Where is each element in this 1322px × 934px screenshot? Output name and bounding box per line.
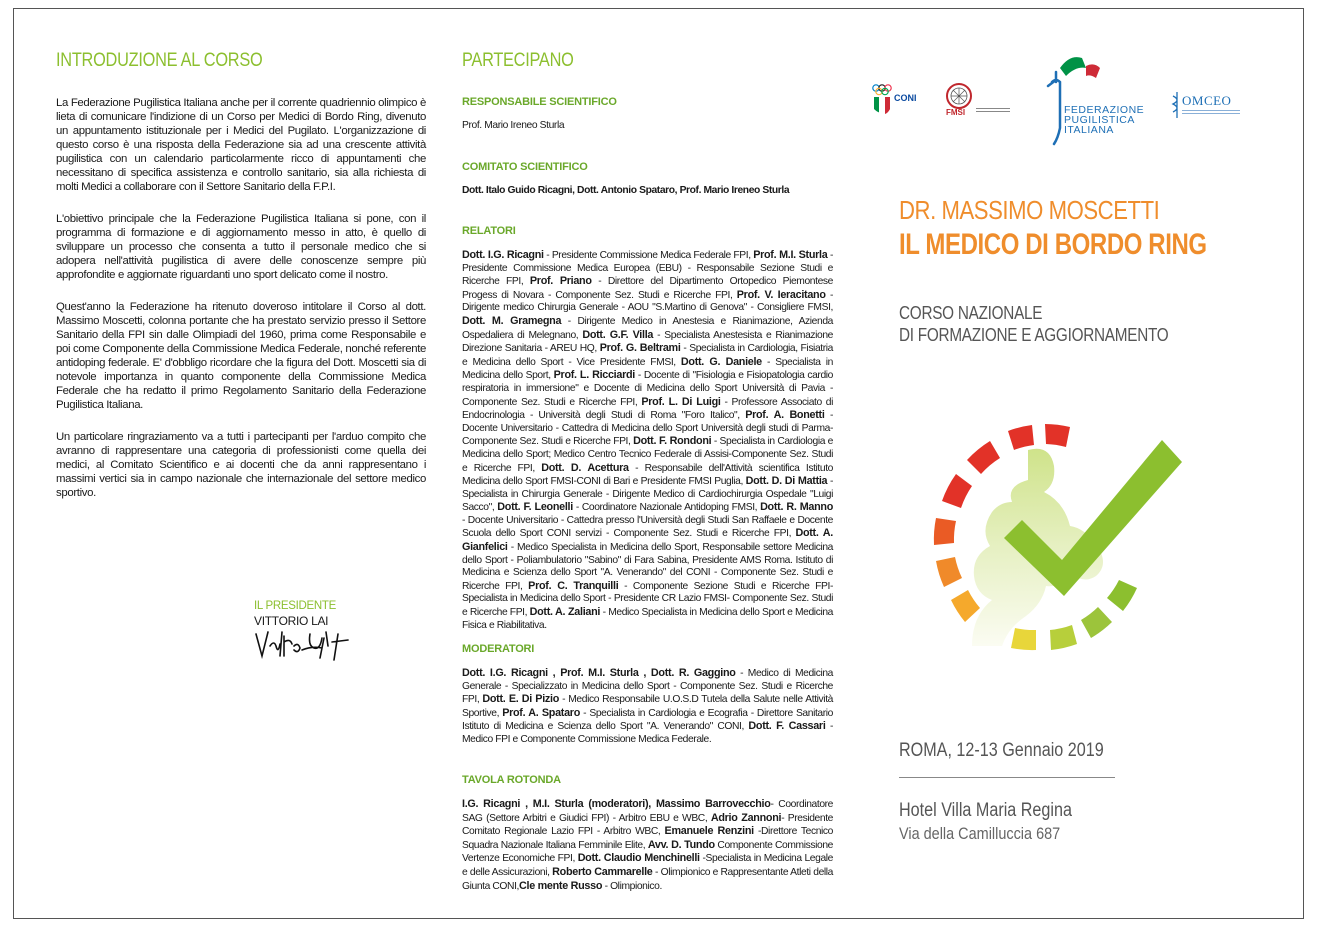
moderators-label: MODERATORI <box>462 643 535 655</box>
person-description: - Medico di Medicina Generale - Specializzato in Medicina dello Sport - Componente Sez. Studi e Ricerche FPI, <box>462 668 833 706</box>
person-name: Prof. Priano <box>529 275 592 288</box>
person-description: - Docente di "Fisiologia e Fisiopatologia cardio respiratoria in immersione" e Docente di Medicina dello Sport Università di Pavia - Componente Sez. Studi e Ricerche FPI, <box>462 370 833 408</box>
person-name: Prof. L. Di Luigi <box>641 395 721 408</box>
fmsi-logo-text: FMSI <box>946 108 966 117</box>
person-description: - Dirigente Medico in Anestesia e Rianimazione, Azienda Ospedaliera di Melegnano, <box>462 315 833 341</box>
person-description: - Medico Specialista in Medicina dello Sport e Medicina Fisica e Riabilitativa. <box>462 607 833 631</box>
fpi-line-3: ITALIANA <box>1064 124 1114 136</box>
person-description: - Professore Associato di Endocrinologia - Università degli Studi di Roma "Foro Italico", <box>462 396 833 422</box>
person-description: - Coordinatore Nazionale Antidoping FMSI, <box>572 502 761 514</box>
scientific-head-section <box>462 96 833 133</box>
round-table-section <box>462 774 833 893</box>
omceo-logo-caption <box>1182 110 1240 116</box>
person-name: Dott. A. Zaliani <box>529 606 601 619</box>
boxer-checkmark-icon <box>912 400 1182 670</box>
omceo-logo-text: OMCEO <box>1182 93 1232 108</box>
person-name: Dott. F. Leonelli <box>497 501 573 514</box>
person-name: Adrio Zannoni <box>710 811 782 824</box>
person-description: - Componente Sezione Studi e Ricerche FPI- Specialista in Medicina dello Sport - Presidente CR Lazio FMSI- Componente Sez. Studi e Ricerche FPI, <box>462 580 833 619</box>
fpi-logo-text <box>1064 105 1144 135</box>
signature-icon <box>254 628 354 664</box>
person-description: - Olimpionico. <box>602 880 662 892</box>
intro-paragraph-3: Quest'anno la Federazione ha ritenuto doveroso intitolare il Corso al dott. Massimo Moscetti, colonna portante che ha prestato servizio presso il Settore Sanitario della FPI sin dalle Olimpiadi del 1960, prima come Responsabile e poi come Componente della Commissione Medica Federale, nonché referente antidoping federale. E' d'obbligo ricordare che la figura del Dott. Moscetti sia di notevole importanza in quanto componente della Commissione Medica Federale che ha redatto il primo Regolamento Sanitario della Federazione Pugilistica Italiana. <box>56 301 426 411</box>
person-name: Dott. R. Manno <box>760 501 833 514</box>
intro-title: INTRODUZIONE AL CORSO <box>56 50 263 71</box>
person-name: Dott. G. Daniele <box>680 355 762 368</box>
course-title: IL MEDICO DI BORDO RING <box>899 228 1207 261</box>
person-name: Dott. F. Rondoni <box>633 435 712 448</box>
person-name: Prof. A. Bonetti <box>745 409 825 422</box>
moderators-text <box>462 667 833 747</box>
person-description: -Direttore Tecnico Squadra Nazionale Italiana Femminile Elite, <box>462 826 833 851</box>
intro-paragraph-2: L'obiettivo principale che la Federazione Pugilistica Italiana si pone, con il programma di formazione e di aggiornamento messo in atto, è quello di sviluppare un processo che consenta a tutto il personale medico che si adopera nell'attività pugilistica di avere delle conoscenze sempre più approfondite e aggiornate riguardanti uno sport delicato come il nostro. <box>56 213 426 281</box>
person-name: Dott. G.F. Villa <box>582 328 654 341</box>
person-description: - Dirigente medico Chirurgia Generale - AOU "S.Martino di Genova" - Consigliere FMSI, <box>462 289 833 314</box>
speakers-section <box>462 225 833 632</box>
person-description: - Specialista in Cardiologia, Fisiatria e Medicina dello Sport - Vice Presidente FMSI, <box>462 343 833 368</box>
president-label: IL PRESIDENTE <box>254 600 336 612</box>
person-description: - Specialista Anestesista e Rianimazione Direzione Sanitaria - AREU HQ, <box>462 329 834 355</box>
person-description: - Docente Universitario - Cattedra di Medicina dello Sport Università degli studi di Parma-Componente Sez. Studi e Ricerche FPI, <box>462 410 833 448</box>
intro-paragraph-4: Un particolare ringraziamento va a tutti i partecipanti per l'arduo compito che avranno di rappresentare una categoria di professionisti come quella dei medici, al Comitato Scientifico e ai docenti che da anni rappresentano i massimi vertici sia in campo nazionale che internazionale del settore medico sportivo. <box>56 431 426 499</box>
person-name: Emanuele Renzini <box>664 825 754 838</box>
person-description: - Specialista in Cardiologia e Ecografia - Direttore Sanitario Istituto di Medicina e Scienza dello Sport "A. Venerando" CONI, <box>462 707 833 733</box>
course-subtitle-line-2: DI FORMAZIONE E AGGIORNAMENTO <box>899 325 1169 345</box>
round-table-label: TAVOLA ROTONDA <box>462 774 561 786</box>
person-name: I.G. Ricagni , M.I. Sturla (moderatori), Massimo Barrovecchio <box>462 798 771 810</box>
person-name: Prof. G. Beltrami <box>599 342 681 355</box>
person-description: Componente Commissione Vertenze Economiche FPI, <box>462 839 833 865</box>
person-description: -Specialista in Medicina Legale e delle Assicurazioni, <box>462 853 833 878</box>
person-description: - Coordinatore SAG (Settore Arbitri e Giudici FPI) - Arbitro EBU e WBC, <box>462 799 834 824</box>
person-name: Avv. D. Tundo <box>647 838 715 851</box>
person-name: Dott. D. Acettura <box>541 461 629 474</box>
course-subtitle <box>899 302 1168 346</box>
round-table-text <box>462 798 833 893</box>
person-description: - Specialista in Cardiologia e Medicina dello Sport; Medico Centro Tecnico Federale di Assisi-Componente Sez. Studi e Ricerche FPI, <box>462 436 833 474</box>
person-name: Dott. Claudio Menchinelli <box>577 852 700 865</box>
scientific-committee-label: COMITATO SCIENTIFICO <box>462 161 588 173</box>
person-name: Dott. F. Cassari <box>748 720 826 733</box>
person-name: Dott. I.G. Ricagni , Prof. M.I. Sturla , Dott. R. Gaggino <box>462 667 736 679</box>
person-name: Prof. V. Ieracitano <box>736 288 826 301</box>
president-signature-block <box>254 600 354 669</box>
person-name: Dott. A. Gianfelici <box>462 527 833 554</box>
scientific-head-label: RESPONSABILE SCIENTIFICO <box>462 96 617 108</box>
scientific-head-text: Prof. Mario Ireneo Sturla <box>462 120 565 131</box>
coni-logo-text: CONI <box>894 93 917 103</box>
intro-column <box>56 50 426 515</box>
person-description: - Medico Specialista in Medicina dello Sport, Responsabile settore Medicina dello Sport - Poliambulatorio "Sabino" di Fara Sabina, Presidente AMS Roma. Istituto di Medicina e Scienza dello Sport "A. Venerando" del CONI - Componente Sez. Studi e Ricerche FPI, <box>462 542 833 592</box>
person-name: Prof. M.I. Sturla <box>753 249 828 261</box>
person-name: Roberto Cammarelle <box>552 865 653 878</box>
person-description: - Direttore del Dipartimento Ortopedico Piemontese Progess di Novara - Componente Sez. Studi e Ricerche FPI, <box>462 276 833 301</box>
venue-address: Via della Camilluccia 687 <box>899 824 1061 843</box>
scientific-committee-section <box>462 161 833 198</box>
scientific-committee-text: Dott. Italo Guido Ricagni, Dott. Antonio Spataro, Prof. Mario Ireneo Sturla <box>462 185 790 196</box>
course-subtitle-line-1: CORSO NAZIONALE <box>899 303 1043 323</box>
fpi-logo-icon <box>1038 50 1118 155</box>
person-description: - Specialista in Medicina dello Sport, <box>462 356 833 382</box>
speakers-text <box>462 249 833 632</box>
person-name: Dott. I.G. Ricagni <box>462 249 544 261</box>
person-description: - Presidente Comitato Regionale Lazio FPI - Arbitro WBC, <box>462 812 833 838</box>
participants-title: PARTECIPANO <box>462 50 574 71</box>
logo-row <box>870 40 1290 160</box>
person-description: - Presidente Commissione Medica Europea (EBU) - Responsabile Sezione Studi e Ricerche FPI, <box>462 250 833 288</box>
speakers-label: RELATORI <box>462 225 516 237</box>
person-name: Dott. E. Di Pizio <box>482 693 559 706</box>
person-description: - Specialista in Chirurgia Generale - Dirigente Medico di Cardiochirurgia Ospedale "Luigi Sacco", <box>462 476 833 514</box>
person-description: - Medico Responsabile U.O.S.D Tutela della Salute nelle Attività Sportive, <box>462 694 833 719</box>
person-description: - Medico FPI e Componente Commissione Medica Federale. <box>462 721 834 745</box>
cover-divider <box>899 777 1115 778</box>
person-name: Prof. A. Spataro <box>502 706 580 719</box>
person-description: - Responsabile dell'Attività scientifica Istituto Medicina dello Sport FMSI-CONI di Bari e Presidente FMSI Puglia, <box>462 462 833 488</box>
person-name: Prof. C. Tranquilli <box>528 579 619 592</box>
fpi-line-2: PUGILISTICA <box>1064 114 1135 126</box>
person-name: Prof. L. Ricciardi <box>553 369 635 382</box>
person-name: Dott. M. Gramegna <box>462 314 562 327</box>
participants-column <box>462 50 834 892</box>
person-description: - Docente Universitario - Cattedra presso l'Università degli Studi San Raffaele e Docente Scuola dello Sport CONI servizi - Componente Sez. Studi e Ricerche FPI, <box>462 514 833 540</box>
person-name: Cle mente Russo <box>519 879 603 892</box>
fmsi-logo-caption <box>976 108 1010 114</box>
person-name: Dott. D. Di Mattia <box>745 475 828 488</box>
person-description: - Presidente Commissione Medica Federale FPI, <box>543 250 754 261</box>
president-name: VITTORIO LAI <box>254 614 329 628</box>
event-date: ROMA, 12-13 Gennaio 2019 <box>899 740 1104 761</box>
intro-paragraph-1: La Federazione Pugilistica Italiana anche per il corrente quadriennio olimpico è lieta di comunicare l'indizione di un Corso per Medici di Bordo Ring, divenuto un appuntamento istituzionale per i Medici del Pugilato. L'organizzazione di questo corso è una risposta della Federazione sia ad una crescente attività pugilistica con un calendario particolarmente ricco di appuntamenti che necessitano di specifica assistenza e controllo sanitario, sia alla richiesta di molti Medici a collaborare con il Settore Sanitario della F.P.I. <box>56 97 426 193</box>
fpi-line-1: FEDERAZIONE <box>1064 104 1145 116</box>
person-description: - Olimpionico e Rappresentante Atleti della Giunta CONI, <box>462 866 833 892</box>
speaker-name: DR. MASSIMO MOSCETTI <box>899 195 1160 225</box>
venue-name: Hotel Villa Maria Regina <box>899 800 1072 821</box>
moderators-section <box>462 643 833 747</box>
